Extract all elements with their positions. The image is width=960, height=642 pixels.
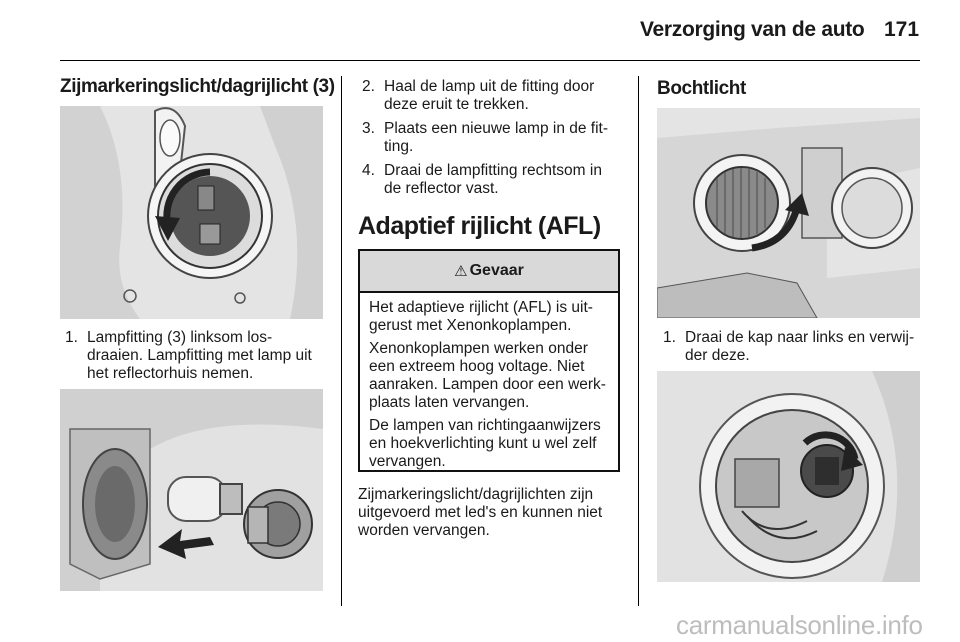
warning-line: een extreem hoog voltage. Niet — [369, 358, 585, 375]
led-note-paragraph — [358, 486, 602, 540]
step-number: 3. — [362, 120, 375, 137]
figure-side-marker-housing — [60, 106, 323, 319]
step-text-line: draaien. Lampfitting met lamp uit — [87, 347, 312, 364]
header-rule — [60, 60, 920, 61]
step-number: 4. — [362, 162, 375, 179]
warning-line: en hoekverlichting kunt u wel zelf — [369, 435, 597, 452]
warning-line: gerust met Xenonkoplampen. — [369, 317, 572, 334]
warning-title: Gevaar — [469, 262, 524, 279]
warning-body — [360, 293, 618, 471]
step-text-line: ting. — [384, 138, 414, 155]
step-text-line: Haal de lamp uit de fitting door — [384, 78, 595, 95]
step-text-line: het reflectorhuis nemen. — [87, 365, 254, 382]
figure-bulb-removal — [60, 389, 323, 591]
running-header-title: Verzorging van de auto — [640, 18, 865, 41]
page-number: 171 — [884, 18, 920, 41]
warning-line: aanraken. Lampen door een werk- — [369, 376, 606, 393]
warning-line: vervangen. — [369, 453, 446, 470]
step-number: 1. — [663, 329, 676, 346]
step-text-line: Plaats een nieuwe lamp in de fit- — [384, 120, 609, 137]
step-text-line: de reflector vast. — [384, 180, 499, 197]
warning-line: De lampen van richtingaanwijzers — [369, 417, 601, 434]
step-text-line: der deze. — [685, 347, 750, 364]
warning-paragraph — [369, 340, 610, 412]
step-text-line: Lampfitting (3) linksom los- — [87, 329, 273, 346]
step-number: 2. — [362, 78, 375, 95]
column-divider-right — [638, 76, 639, 606]
warning-line: Xenonkoplampen werken onder — [369, 340, 588, 357]
warning-box — [358, 249, 620, 472]
section-title-cornering-light: Bochtlicht — [657, 78, 746, 99]
warning-paragraph — [369, 299, 610, 335]
step-text-line: Draai de lampfitting rechtsom in — [384, 162, 602, 179]
warning-paragraph — [369, 417, 610, 471]
step-text-line: Draai de kap naar links en verwij- — [685, 329, 915, 346]
figure-cornering-bulb — [657, 371, 920, 582]
note-line: worden vervangen. — [358, 522, 490, 539]
step-number: 1. — [65, 329, 78, 346]
figure-cornering-light-cap — [657, 108, 920, 318]
note-line: uitgevoerd met led's en kunnen niet — [358, 504, 603, 521]
warning-line: plaats laten vervangen. — [369, 394, 530, 411]
column-divider-left — [341, 76, 342, 606]
warning-line: Het adaptieve rijlicht (AFL) is uit- — [369, 299, 593, 316]
section-title-side-marker: Zijmarkeringslicht/dagrijlicht (3) — [60, 76, 335, 97]
watermark: carmanualsonline.info — [676, 610, 923, 640]
step-text-line: deze eruit te trekken. — [384, 96, 529, 113]
note-line: Zijmarkeringslicht/dagrijlichten zijn — [358, 486, 594, 503]
warning-triangle-icon: ⚠ — [454, 263, 468, 280]
warning-header — [360, 251, 618, 293]
section-title-afl: Adaptief rijlicht (AFL) — [358, 212, 601, 240]
